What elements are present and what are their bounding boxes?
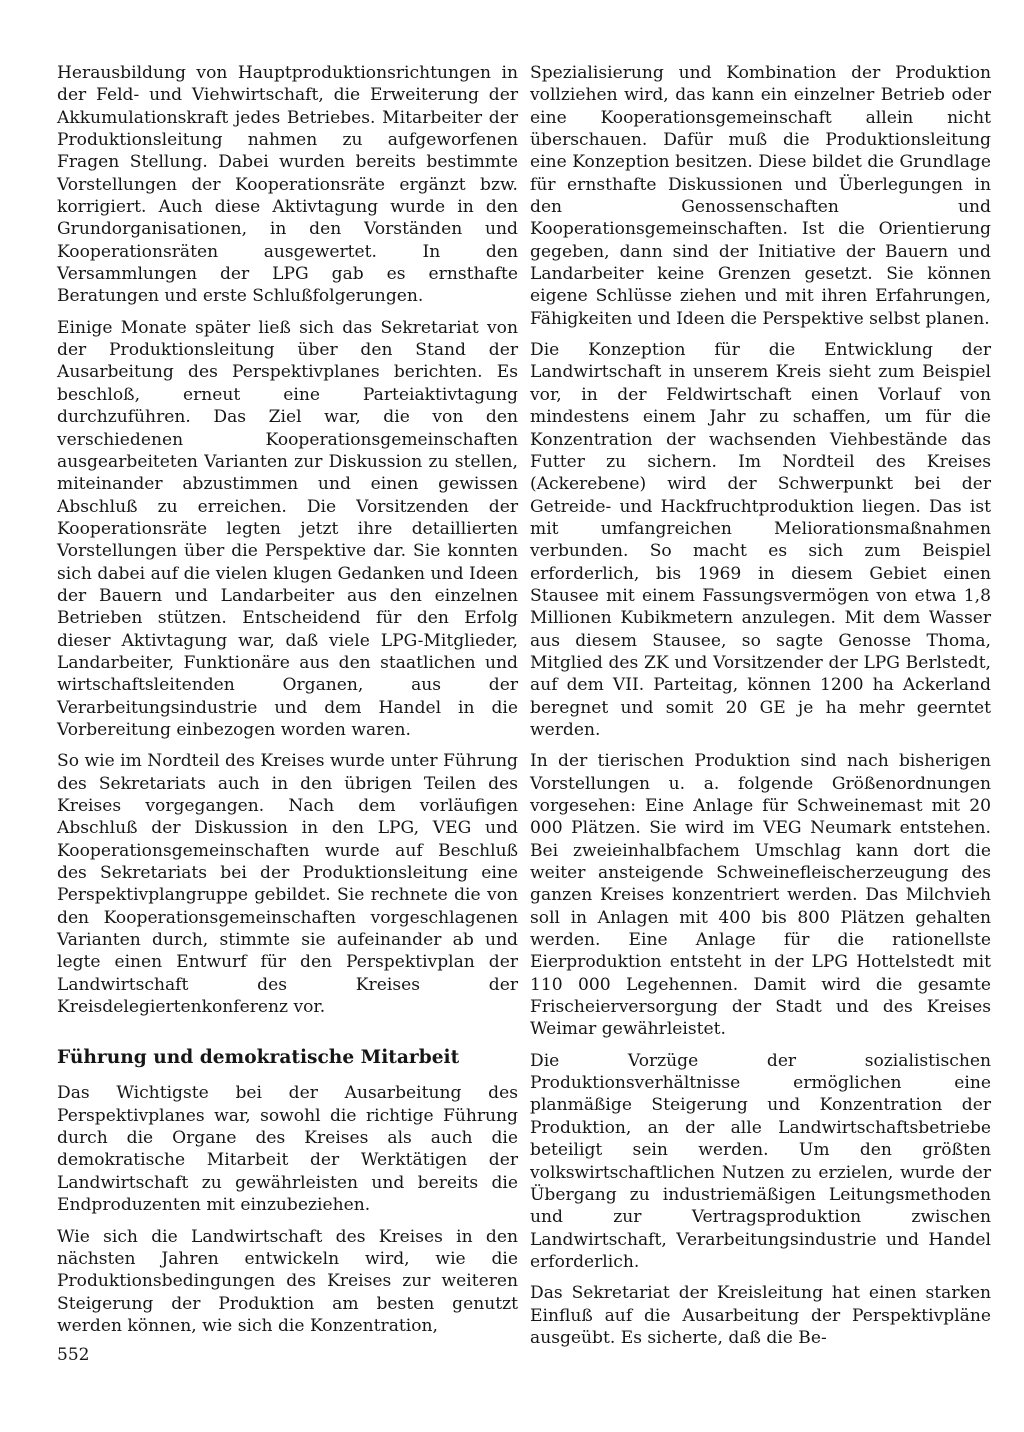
paragraph: Die Vorzüge der sozialistischen Produktionsverhältnisse ermöglichen eine planmäßige Steigerung und Konzentration der Produktion, an der alle Landwirtschaftsbetriebe beteiligt sein werden. Um den größten volkswirtschaftlichen Nutzen zu erzielen, wurde der Übergang zu industriemäßigen Leitungsmethoden und zur Vertragsproduktion zwischen Landwirtschaft, Verarbeitungsindustrie und Handel erforderlich. bbox=[530, 1050, 991, 1272]
paragraph: In der tierischen Produktion sind nach bisherigen Vorstellungen u. a. folgende Größenordnungen vorgesehen: Eine Anlage für Schweinemast mit 20 000 Plätzen. Sie wird im VEG Neumark entstehen. Bei zweieinhalbfachem Umschlag kann dort die weiter ansteigende Schweinefleischerzeugung des ganzen Kreises konzentriert werden. Das Milchvieh soll in Anlagen mit 400 bis 800 Plätzen gehalten werden. Eine Anlage für die rationellste Eierproduktion entsteht in der LPG Hottelstedt mit 110 000 Legehennen. Damit wird die gesamte Frischeierversorgung der Stadt und des Kreises Weimar gewährleistet. bbox=[530, 751, 991, 1040]
paragraph: Das Sekretariat der Kreisleitung hat einen starken Einfluß auf die Ausarbeitung der Perspektivpläne ausgeübt. Es sicherte, daß die Be- bbox=[530, 1283, 991, 1348]
paragraph: Wie sich die Landwirtschaft des Kreises in den nächsten Jahren entwickeln wird, wie die Produktionsbedingungen des Kreises zur weiteren Steigerung der Produktion am besten genutzt werden können, wie sich die Konzentration, bbox=[57, 1226, 518, 1336]
left-column bbox=[57, 62, 518, 1337]
paragraph: Spezialisierung und Kombination der Produktion vollziehen wird, das kann ein einzelner Betrieb oder eine Kooperationsgemeinschaft allein nicht überschauen. Dafür muß die Produktionsleitung eine Konzeption besitzen. Diese bildet die Grundlage für ernsthafte Diskussionen und Überlegungen in den Genossenschaften und Kooperationsgemeinschaften. Ist die Orientierung gegeben, dann sind der Initiative der Bauern und Landarbeiter keine Grenzen gesetzt. Sie können eigene Schlüsse ziehen und mit ihren Erfahrungen, Fähigkeiten und Ideen die Perspektive selbst planen. bbox=[530, 63, 991, 329]
paragraph: So wie im Nordteil des Kreises wurde unter Führung des Sekretariats auch in den übrigen Teilen des Kreises vorgegangen. Nach dem vorläufigen Abschluß der Diskussion in den LPG, VEG und Kooperationsgemeinschaften wurde auf Beschluß des Sekretariats bei der Produktionsleitung eine Perspektivplangruppe gebildet. Sie rechnete die von den Kooperationsgemeinschaften vorgeschlagenen Varianten durch, stimmte sie aufeinander ab und legte einen Entwurf für den Perspektivplan der Landwirtschaft des Kreises der Kreisdelegiertenkonferenz vor. bbox=[57, 751, 518, 1018]
page-number: 552 bbox=[57, 1345, 90, 1365]
paragraph: Das Wichtigste bei der Ausarbeitung des Perspektivplanes war, sowohl die richtige Führung durch die Organe des Kreises als auch die demokratische Mitarbeit der Werktätigen der Landwirtschaft zu gewährleisten und bereits die Endproduzenten mit einzubeziehen. bbox=[57, 1083, 518, 1216]
section-heading: Führung und demokratische Mitarbeit bbox=[57, 1047, 460, 1069]
right-column bbox=[530, 62, 991, 1349]
paragraph: Die Konzeption für die Entwicklung der Landwirtschaft in unserem Kreis sieht zum Beispiel vor, in der Feldwirtschaft einen Vorlauf von mindestens einem Jahr zu schaffen, um für die Konzentration der wachsenden Viehbestände das Futter zu sichern. Im Nordteil des Kreises (Ackerebene) wird der Schwerpunkt bei der Getreide- und Hackfruchtproduktion liegen. Das ist mit umfangreichen Meliorationsmaßnahmen verbunden. So macht es sich zum Beispiel erforderlich, bis 1969 in diesem Gebiet einen Stausee mit einem Fassungsvermögen von etwa 1,8 Millionen Kubikmetern anzulegen. Mit dem Wasser aus diesem Stausee, so sagte Genosse Thoma, Mitglied des ZK und Vorsitzender der LPG Berlstedt, auf dem VII. Parteitag, können 1200 ha Ackerland beregnet und somit 20 GE je ha mehr geerntet werden. bbox=[530, 340, 991, 740]
paragraph: Herausbildung von Hauptproduktionsrichtungen in der Feld- und Viehwirtschaft, die Erweiterung der Akkumulationskraft jedes Betriebes. Mitarbeiter der Produktionsleitung nahmen zu aufgeworfenen Fragen Stellung. Dabei wurden bereits bestimmte Vorstellungen der Kooperationsräte ergänzt bzw. korrigiert. Auch diese Aktivtagung wurde in den Grundorganisationen, in den Vorständen und Kooperationsräten ausgewertet. In den Versammlungen der LPG gab es ernsthafte Beratungen und erste Schlußfolgerungen. bbox=[57, 63, 518, 307]
paragraph: Einige Monate später ließ sich das Sekretariat von der Produktionsleitung über den Stand der Ausarbeitung des Perspektivplanes berichten. Es beschloß, erneut eine Parteiaktivtagung durchzuführen. Das Ziel war, die von den verschiedenen Kooperationsgemeinschaften ausgearbeiteten Varianten zur Diskussion zu stellen, miteinander abzustimmen und einen gewissen Abschluß zu erreichen. Die Vorsitzenden der Kooperationsräte legten jetzt ihre detaillierten Vorstellungen über die Perspektive dar. Sie konnten sich dabei auf die vielen klugen Gedanken und Ideen der Bauern und Landarbeiter aus den einzelnen Betrieben stützen. Entscheidend für den Erfolg dieser Aktivtagung war, daß viele LPG-Mitglieder, Landarbeiter, Funktionäre aus den staatlichen und wirtschaftsleitenden Organen, aus der Verarbeitungsindustrie und dem Handel in die Vorbereitung einbezogen worden waren. bbox=[57, 317, 518, 740]
